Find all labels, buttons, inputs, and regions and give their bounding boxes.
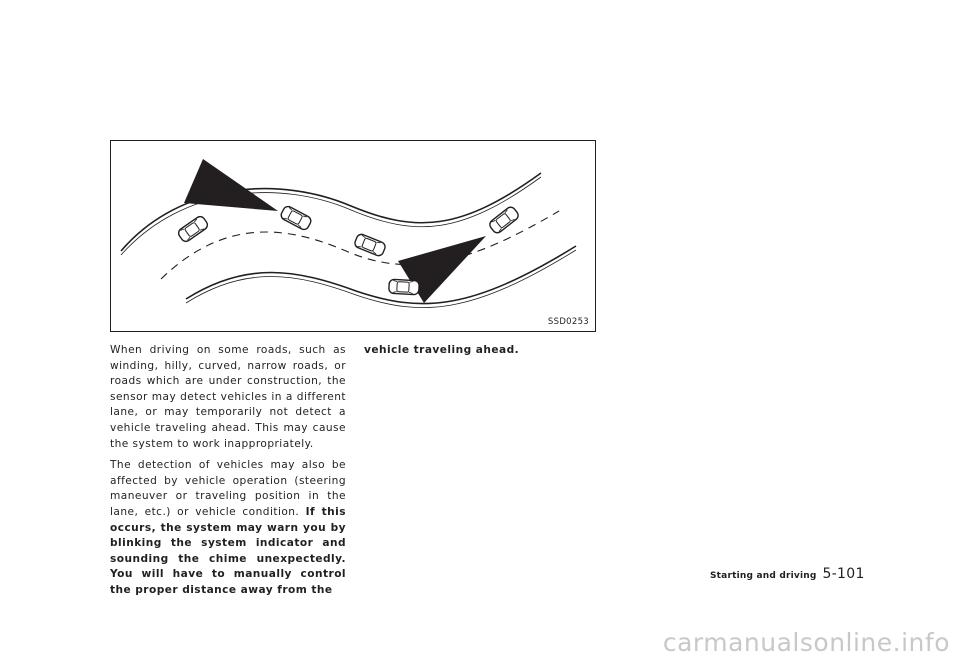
figure-code: SSD0253 bbox=[547, 317, 589, 327]
road-illustration-figure bbox=[110, 140, 596, 332]
page-number: 5-101 bbox=[822, 566, 865, 582]
car-icon-right bbox=[488, 205, 520, 235]
car-icon bbox=[177, 215, 210, 244]
page-footer bbox=[710, 563, 865, 582]
paragraph-detection-normal: The detection of vehicles may also be affected by vehicle operation (steering maneuver or traveling position in the lane, etc.) or vehicle condition. bbox=[110, 459, 346, 518]
paragraph-detection bbox=[110, 458, 346, 598]
car-icon-center bbox=[353, 233, 386, 257]
paragraph-roads: When driving on some roads, such as winding, hilly, curved, narrow roads, or roads which are under construction, the sensor may detect vehicles in a different lane, or may temporarily not detect a vehicle traveling ahead. This may cause the system to work inappropriately. bbox=[110, 344, 346, 450]
road-curve-illustration bbox=[111, 141, 595, 331]
car-icon-bottom bbox=[389, 279, 420, 295]
paragraph-detection-bold: If this occurs, the system may warn you by blinking the system indicator and sounding the chime unexpectedly. You will have to manually control the proper distance away from the bbox=[110, 505, 346, 596]
radar-beam-icon bbox=[184, 159, 278, 211]
car-icon-leading bbox=[279, 205, 312, 231]
watermark-text: carmanualsonline.info bbox=[662, 628, 950, 657]
left-column bbox=[110, 343, 346, 605]
section-title: Starting and driving bbox=[710, 571, 817, 581]
right-column bbox=[364, 343, 600, 365]
paragraph-continuation: vehicle traveling ahead. bbox=[364, 344, 520, 356]
